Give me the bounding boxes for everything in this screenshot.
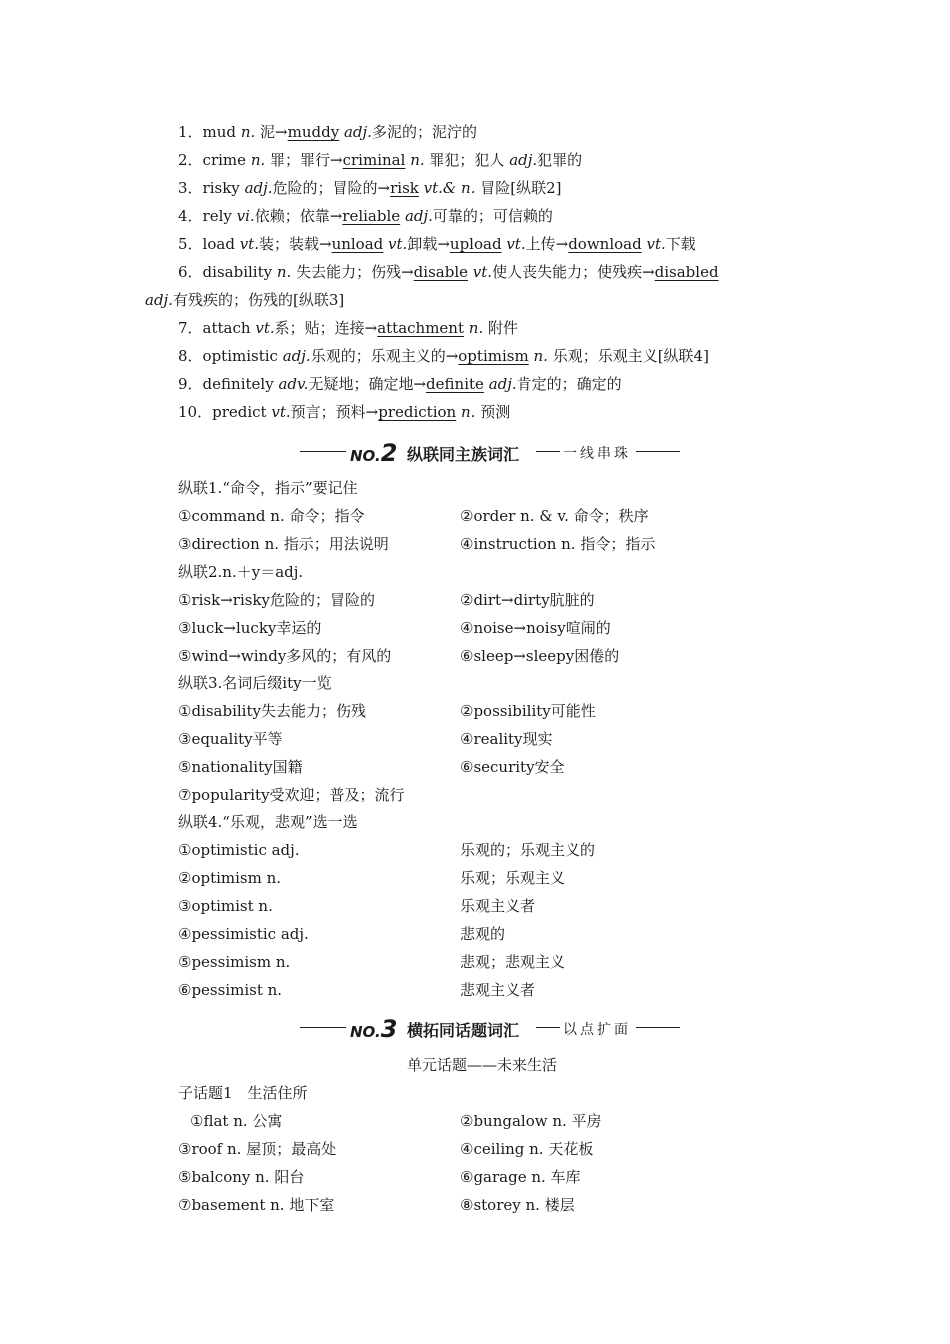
group-heading-2: 纵联2.n.＋y＝adj. — [178, 563, 304, 581]
list-item: ④noise→noisy喧闹的 — [460, 619, 611, 637]
list-item: 乐观主义者 — [460, 897, 536, 915]
list-item: ①optimistic adj. — [178, 841, 300, 859]
list-item: ①disability失去能力；伤残 — [178, 702, 366, 720]
list-item: ②order n. & v. 命令；秩序 — [460, 507, 649, 525]
banner-title: 纵联同主族词汇 — [407, 445, 520, 464]
banner-rule-right — [636, 451, 680, 452]
banner-subtitle: 以点扩面 — [563, 1022, 631, 1038]
list-item: ①risk→risky危险的；冒险的 — [178, 591, 376, 609]
list-item: ④reality现实 — [460, 730, 553, 748]
list-item: ②dirt→dirty肮脏的 — [460, 591, 595, 609]
vocab-item-9: 9．definitely adv.无疑地；确定地→definite adj.肯定的；确定的 — [178, 375, 622, 393]
list-item: ④pessimistic adj. — [178, 925, 309, 943]
vocab-item-7: 7．attach vt.系；贴；连接→attachment n. 附件 — [178, 319, 519, 337]
vocab-item-6-continued: adj.有残疾的；伤残的[纵联3] — [145, 291, 345, 309]
list-item: ⑦basement n. 地下室 — [178, 1196, 335, 1214]
group-heading-4: 纵联4.“乐观，悲观”选一选 — [178, 813, 358, 831]
list-item: ②possibility可能性 — [460, 702, 596, 720]
vocab-item-10: 10．predict vt.预言；预料→prediction n. 预测 — [178, 403, 511, 421]
unit-topic-title: 单元话题——未来生活 — [407, 1056, 558, 1074]
list-item: 悲观；悲观主义 — [460, 953, 566, 971]
list-item: ⑥garage n. 车库 — [460, 1168, 581, 1186]
list-item: ③roof n. 屋顶；最高处 — [178, 1140, 337, 1158]
banner-number: NO.2 — [350, 439, 398, 467]
section-banner-2 — [0, 437, 950, 467]
list-item: 悲观主义者 — [460, 981, 536, 999]
banner-title: 横拓同话题词汇 — [407, 1021, 520, 1040]
list-item: ⑤nationality国籍 — [178, 758, 303, 776]
list-item: ⑥pessimist n. — [178, 981, 283, 999]
list-item: ③equality平等 — [178, 730, 283, 748]
list-item: 乐观；乐观主义 — [460, 869, 566, 887]
list-item: 悲观的 — [460, 925, 506, 943]
list-item: ③luck→lucky幸运的 — [178, 619, 322, 637]
group-heading-3: 纵联3.名词后缀ity一览 — [178, 674, 332, 692]
group-heading-1: 纵联1.“命令，指示”要记住 — [178, 479, 358, 497]
vocab-item-5: 5．load vt.装；装载→unload vt.卸载→upload vt.上传→download vt.下载 — [178, 235, 696, 253]
list-item: ⑤balcony n. 阳台 — [178, 1168, 305, 1186]
list-item: ④instruction n. 指令；指示 — [460, 535, 656, 553]
vocab-item-1: 1．mud n. 泥→muddy adj.多泥的；泥泞的 — [178, 123, 477, 141]
banner-rule-mid — [536, 451, 560, 452]
banner-rule-mid — [536, 1027, 560, 1028]
banner-rule-left — [300, 451, 346, 452]
list-item: ③optimist n. — [178, 897, 273, 915]
list-item: ⑤wind→windy多风的；有风的 — [178, 647, 392, 665]
list-item: ①command n. 命令；指令 — [178, 507, 365, 525]
banner-rule-left — [300, 1027, 346, 1028]
section-banner-3 — [0, 1013, 950, 1043]
vocab-item-2: 2．crime n. 罪；罪行→criminal n. 罪犯；犯人 adj.犯罪的 — [178, 151, 583, 169]
list-item: ②optimism n. — [178, 869, 282, 887]
vocab-item-3: 3．risky adj.危险的；冒险的→risk vt.& n. 冒险[纵联2] — [178, 179, 562, 197]
banner-subtitle: 一线串珠 — [563, 446, 631, 462]
list-item: ⑥sleep→sleepy困倦的 — [460, 647, 620, 665]
banner-number: NO.3 — [350, 1015, 398, 1043]
list-item: ⑥security安全 — [460, 758, 565, 776]
vocab-item-4: 4．rely vi.依赖；依靠→reliable adj.可靠的；可信赖的 — [178, 207, 553, 225]
list-item: ③direction n. 指示；用法说明 — [178, 535, 389, 553]
list-item: ⑦popularity受欢迎；普及；流行 — [178, 786, 405, 804]
subtopic-heading: 子话题1 生活住所 — [178, 1084, 308, 1102]
vocab-item-6: 6．disability n. 失去能力；伤残→disable vt.使人丧失能力；使残疾→disabled — [178, 263, 719, 281]
list-item: ⑤pessimism n. — [178, 953, 291, 971]
list-item: ①flat n. 公寓 — [190, 1112, 283, 1130]
list-item: ④ceiling n. 天花板 — [460, 1140, 594, 1158]
banner-rule-right — [636, 1027, 680, 1028]
list-item: ⑧storey n. 楼层 — [460, 1196, 575, 1214]
list-item: ②bungalow n. 平房 — [460, 1112, 602, 1130]
vocab-item-8: 8．optimistic adj.乐观的；乐观主义的→optimism n. 乐观；乐观主义[纵联4] — [178, 347, 709, 365]
list-item: 乐观的；乐观主义的 — [460, 841, 596, 859]
